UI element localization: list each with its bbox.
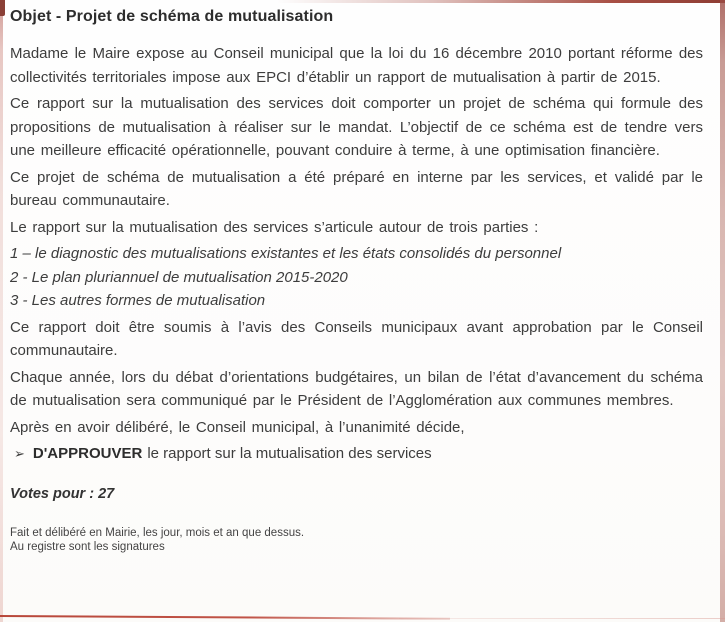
closing-line: Au registre sont les signatures (10, 541, 165, 553)
document-title: Objet - Projet de schéma de mutualisation (10, 8, 334, 25)
scan-edge-top (276, 0, 725, 3)
arrowhead-bullet-icon: ➢ (14, 446, 25, 461)
document-body (10, 6, 703, 555)
list-item: 2 - Le plan pluriannuel de mutualisation 2015-2020 (10, 268, 348, 286)
report-parts-list (10, 242, 703, 313)
paragraph-trois-parties: Le rapport sur la mutualisation des services s’articule autour de trois parties : (10, 218, 539, 236)
votes-count: Votes pour : 27 (10, 485, 115, 502)
list-item: 3 - Les autres formes de mutualisation (10, 292, 266, 309)
list-item: 1 – le diagnostic des mutualisations existantes et les états consolidés du personnel (10, 245, 562, 262)
decision-text (33, 442, 432, 466)
closing-line: Fait et délibéré en Mairie, les jour, mois et an que dessus. (10, 526, 305, 539)
paragraph-rapport-contenu: Ce rapport sur la mutualisation des services doit comporter un projet de schéma qui formule des propositions de mutualisation à réaliser sur le mandat. L’objectif de ce schéma est de tendre vers une meilleure efficacité opérationnelle, pouvant conduire à terme, à une optimisation financière. (10, 95, 703, 159)
scan-corner-mark (0, 0, 5, 16)
closing-formula (10, 526, 703, 555)
scan-bottom-faint-line (399, 618, 725, 620)
decision-action-label: D'APPROUVER (32, 445, 143, 462)
paragraph-bilan-annuel: Chaque année, lors du débat d’orientations budgétaires, un bilan de l’état d’avancement du schéma de mutualisation sera communiqué par le Président de l’Agglomération aux communes membres. (10, 368, 703, 409)
paragraph-expose: Madame le Maire expose au Conseil municipal que la loi du 16 décembre 2010 portant réforme des collectivités territoriales impose aux EPCI d’établir un rapport de mutualisation à partir de 2015. (10, 45, 703, 86)
paragraph-avis-conseils: Ce rapport doit être soumis à l’avis des Conseils municipaux avant approbation par le Conseil communautaire. (10, 318, 703, 359)
scan-edge-right (720, 0, 725, 622)
paragraph-deliberation: Après en avoir délibéré, le Conseil municipal, à l’unanimité décide, (10, 418, 465, 436)
decision-line (10, 442, 703, 466)
decision-rest: le rapport sur la mutualisation des services (147, 445, 432, 462)
scan-edge-left (0, 0, 3, 622)
scan-bottom-red-line (0, 615, 449, 620)
paragraph-preparation: Ce projet de schéma de mutualisation a été préparé en interne par les services, et validé par le bureau communautaire. (10, 168, 703, 209)
